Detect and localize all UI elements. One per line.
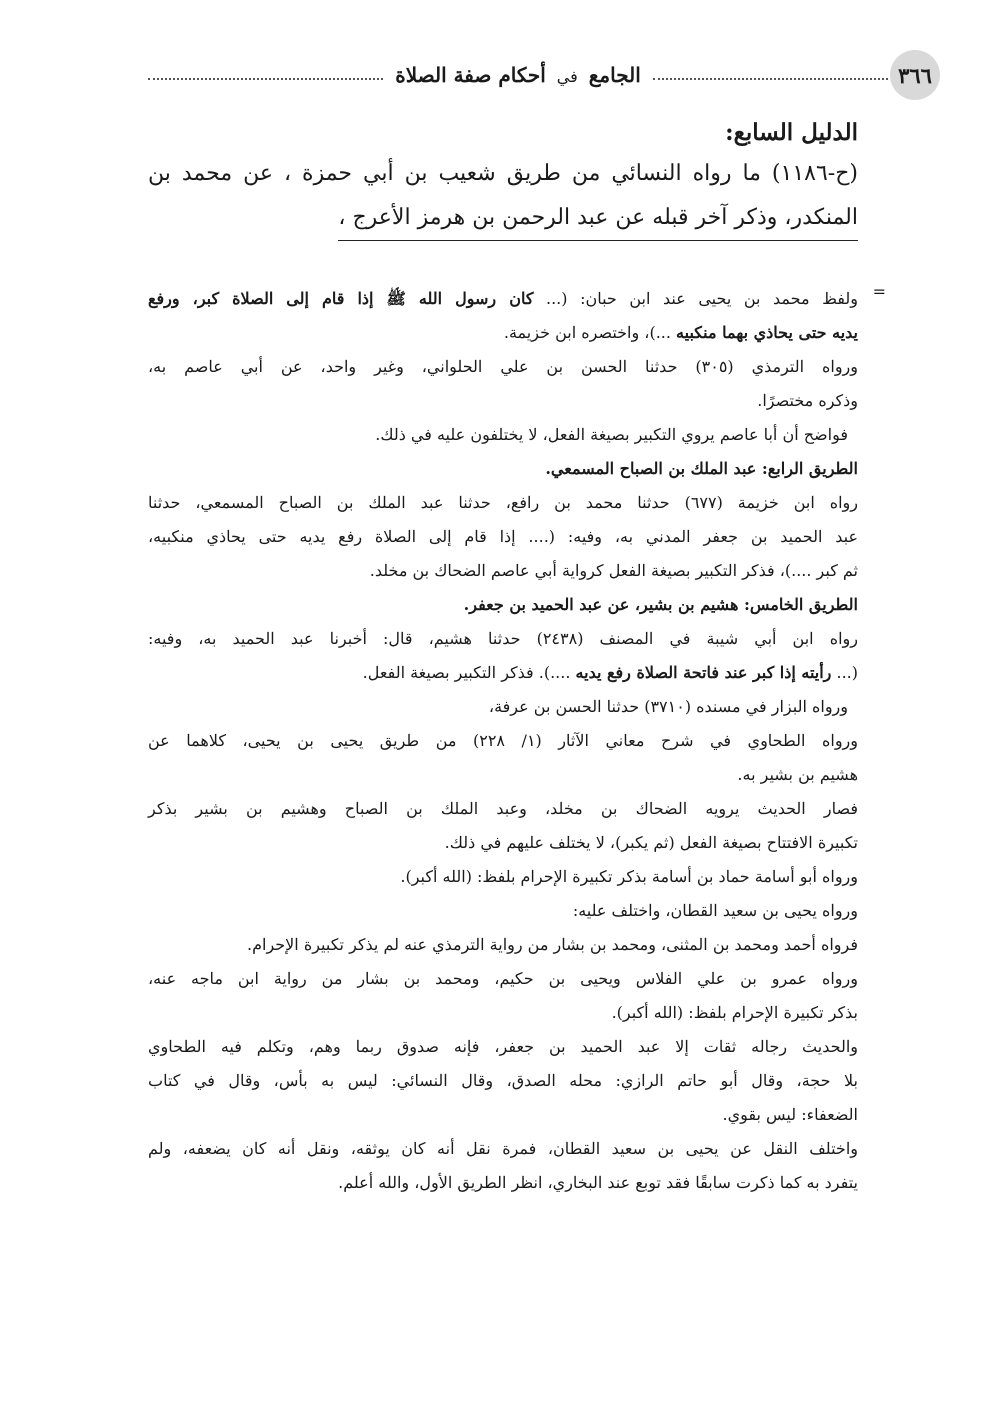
footnote-line: تكبيرة الافتتاح بصيغة الفعل (ثم يكبر)، لا يختلف عليهم في ذلك. [444, 833, 858, 852]
footnote-line: عبد الحميد بن جعفر المدني به، وفيه: (.... إذا قام إلى الصلاة رفع يديه حتى يحاذي منكبيه، [148, 527, 858, 546]
section-heading: الدليل السابع: [725, 119, 858, 146]
footnote-line: يديه حتى يحاذي بهما منكبيه ...)، واختصره ابن خزيمة. [503, 323, 858, 342]
route-heading: الطريق الرابع: عبد الملك بن الصباح المسمعي. [545, 459, 858, 478]
footnote-line: ورواه البزار في مسنده (٣٧١٠) حدثنا الحسن بن عرفة، [488, 697, 848, 716]
footnote-line: (... رأيته إذا كبر عند فاتحة الصلاة رفع يديه ....). فذكر التكبير بصيغة الفعل. [362, 663, 858, 682]
footnote-paragraph [148, 350, 858, 418]
footnote-line: ورواه يحيى بن سعيد القطان، واختلف عليه: [572, 901, 858, 920]
footnote-line: رواه ابن خزيمة (٦٧٧) حدثنا محمد بن رافع، حدثنا عبد الملك بن الصباح المسمعي، حدثنا [148, 493, 859, 512]
footnote-continuation-marker: = [872, 282, 886, 301]
route-heading: الطريق الخامس: هشيم بن بشير، عن عبد الحميد بن جعفر. [463, 595, 858, 614]
header-dots-left [148, 78, 383, 80]
footnote-paragraph [148, 622, 858, 690]
footnote-line: ولفظ محمد بن يحيى عند ابن حبان: (... كان رسول الله ﷺ إذا قام إلى الصلاة كبر، ورفع [148, 289, 859, 308]
footnote-paragraph [148, 1132, 858, 1200]
footnote-line: رواه ابن أبي شيبة في المصنف (٢٤٣٨) حدثنا هشيم، قال: أخبرنا عبد الحميد به، وفيه: [148, 629, 858, 648]
footnote-line: ورواه الطحاوي في شرح معاني الآثار (١/ ٢٢٨) من طريق يحيى بن يحيى، كلاهما عن [148, 731, 858, 750]
footnote-paragraph [148, 486, 858, 588]
footnote-line: واختلف النقل عن يحيى بن سعيد القطان، فمرة نقل أنه كان يوثقه، ونقل أنه كان يضعفه، ولم [148, 1139, 858, 1158]
footnote-paragraph [148, 690, 858, 724]
book-title-small: في [556, 67, 578, 86]
footnote-line: فواضح أن أبا عاصم يروي التكبير بصيغة الفعل، لا يختلفون عليه في ذلك. [375, 425, 848, 444]
page-number: ٣٦٦ [890, 50, 940, 100]
footnote-line: ورواه أبو أسامة حماد بن أسامة بذكر تكبيرة الإحرام بلفظ: (الله أكبر). [400, 867, 858, 886]
footnote-line: بذكر تكبيرة الإحرام بلفظ: (الله أكبر). [611, 1003, 858, 1022]
hadith-line-1: (ح-١١٨٦) ما رواه النسائي من طريق شعيب بن أبي حمزة ، عن محمد بن [148, 161, 858, 186]
book-title-rest: أحكام صفة الصلاة [395, 63, 546, 87]
footnote-line: الضعفاء: ليس بقوي. [722, 1105, 858, 1124]
footnote-paragraph [148, 894, 858, 928]
footnote-paragraph [148, 962, 858, 1030]
running-header [148, 50, 932, 100]
footnote-line: وذكره مختصرًا. [757, 391, 858, 410]
footnote-line: ثم كبر ....)، فذكر التكبير بصيغة الفعل كرواية أبي عاصم الضحاك بن مخلد. [369, 561, 858, 580]
footnote-paragraph [148, 792, 858, 860]
footnote-line: بلا حجة، وقال أبو حاتم الرازي: محله الصدق، وقال النسائي: ليس به بأس، وقال في كتاب [148, 1071, 858, 1090]
footnote-line: فرواه أحمد ومحمد بن المثنى، ومحمد بن بشار من رواية الترمذي عنه لم يذكر تكبيرة الإحرام. [247, 935, 858, 954]
footnote-paragraph [148, 1030, 858, 1132]
book-title [383, 63, 653, 87]
hadith-paragraph [148, 152, 858, 241]
footnote-paragraph [148, 724, 858, 792]
footnote-paragraph [148, 928, 858, 962]
footnote-paragraph [148, 860, 858, 894]
hadith-line-2: المنكدر، وذكر آخر قبله عن عبد الرحمن بن هرمز الأعرج ، [338, 196, 858, 241]
footnotes-block [148, 282, 886, 1200]
header-dots-right [653, 78, 888, 80]
footnote-line: هشيم بن بشير به. [737, 765, 858, 784]
footnote-line: والحديث رجاله ثقات إلا عبد الحميد بن جعفر، فإنه صدوق ربما وهم، وتكلم فيه الطحاوي [148, 1037, 858, 1056]
footnote-line: يتفرد به كما ذكرت سابقًا فقد توبع عند البخاري، انظر الطريق الأول، والله أعلم. [338, 1173, 858, 1192]
footnote-line: ورواه الترمذي (٣٠٥) حدثنا الحسن بن علي الحلواني، وغير واحد، عن أبي عاصم به، [148, 357, 859, 376]
footnote-paragraph [148, 418, 858, 452]
book-title-main: الجامع [588, 63, 641, 87]
main-text-block [148, 116, 858, 241]
footnote-line: فصار الحديث يرويه الضحاك بن مخلد، وعبد الملك بن الصباح وهشيم بن بشير بذكر [148, 799, 858, 818]
footnote-line: ورواه عمرو بن علي الفلاس ويحيى بن حكيم، ومحمد بن بشار من رواية ابن ماجه عنه، [148, 969, 858, 988]
footnote-paragraph [148, 282, 858, 350]
